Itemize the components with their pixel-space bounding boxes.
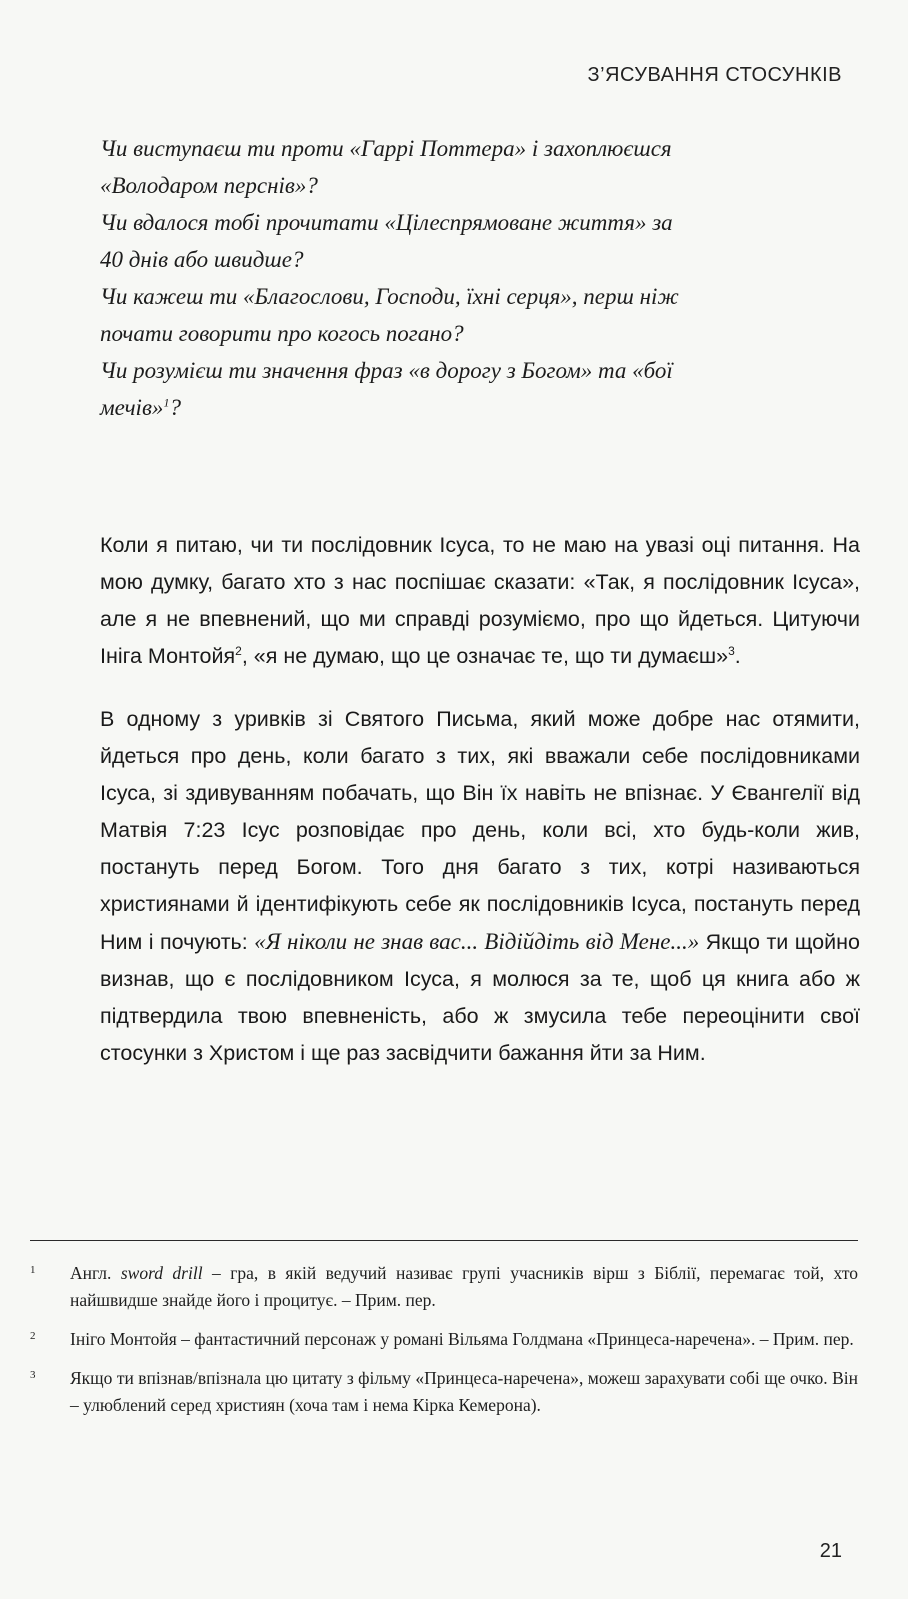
- paragraph: Коли я питаю, чи ти послідовник Ісуса, то не маю на увазі оці питання. На мою думку, багато хто з нас поспішає сказати: «Так, я послідовник Ісуса», але я не впевнений, що ми справді розуміємо, про що йдеться. Цитуючи Ініга Монтойя$^2$, «я не думаю, що це означає те, що ти думаєш»$^3$.: [100, 533, 860, 668]
- footnote: 2 Ініго Монтойя – фантастичний персонаж у романі Вільяма Голдмана «Принцеса-наречена». – Прим. пер.: [30, 1326, 858, 1353]
- footnote-number: 2: [30, 1330, 36, 1342]
- footnote-number: 3: [30, 1369, 36, 1381]
- footnote: 1 Англ. sword drill – гра, в якій ведучий називає групі учасників вірш з Біблії, перемагає той, хто найшвидше знайде його і процитує. – Прим. пер.: [30, 1260, 858, 1314]
- footnote-ref: 3: [728, 643, 735, 658]
- footnote-ref: 1: [163, 395, 170, 410]
- footnote-ref: 2: [235, 643, 242, 658]
- body-text: [100, 527, 860, 1098]
- question-item: Чи кажеш ти «Благослови, Господи, їхні серця», перш ніж почати говорити про когось погано?: [100, 284, 679, 346]
- footnote: 3 Якщо ти впізнав/впізнала цю цитату з фільму «Принцеса-наречена», можеш зарахувати собі ще очко. Він – улюблений серед християн (хоча там і нема Кірка Кемерона).: [30, 1365, 858, 1419]
- question-item: Чи розумієш ти значення фраз «в дорогу з Богом» та «бої мечів»$^1$?: [100, 358, 673, 420]
- page-number: 21: [819, 1540, 842, 1562]
- scripture-quote: «Я ніколи не знав вас... Відійдіть від Мене...»: [254, 929, 700, 954]
- question-item: Чи вдалося тобі прочитати «Цілеспрямоване життя» за 40 днів або швидше?: [100, 210, 673, 272]
- paragraph: В одному з уривків зі Святого Письма, який може добре нас отямити, йдеться про день, коли багато з тих, які вважали себе послідовниками Ісуса, зі здивуванням побачать, що Він їх навіть не впізнає. У Євангелії від Матвія 7:23 Ісус розповідає про день, коли всі, хто будь-коли жив, постануть перед Богом. Того дня багато з тих, котрі називаються християнами й ідентифікують себе як послідовників Ісуса, постануть перед Ним і почують: «Я ніколи не знав вас... Відійдіть від Мене...» Якщо ти щойно визнав, що є послідовником Ісуса, я молюся за те, щоб ця книга або ж підтвердила твою впевненість, або ж змусила тебе переоцінити свої стосунки з Христом і ще раз засвідчити бажання йти за Ним.: [100, 707, 860, 1065]
- running-header: З’ЯСУВАННЯ СТОСУНКІВ: [587, 64, 842, 86]
- question-item: Чи виступаєш ти проти «Гаррі Поттера» і захоплюєшся «Володаром перснів»?: [100, 136, 672, 198]
- footnote-divider: [30, 1240, 858, 1241]
- footnotes: [30, 1260, 858, 1431]
- quiz-questions: [100, 130, 860, 426]
- footnote-number: 1: [30, 1264, 36, 1276]
